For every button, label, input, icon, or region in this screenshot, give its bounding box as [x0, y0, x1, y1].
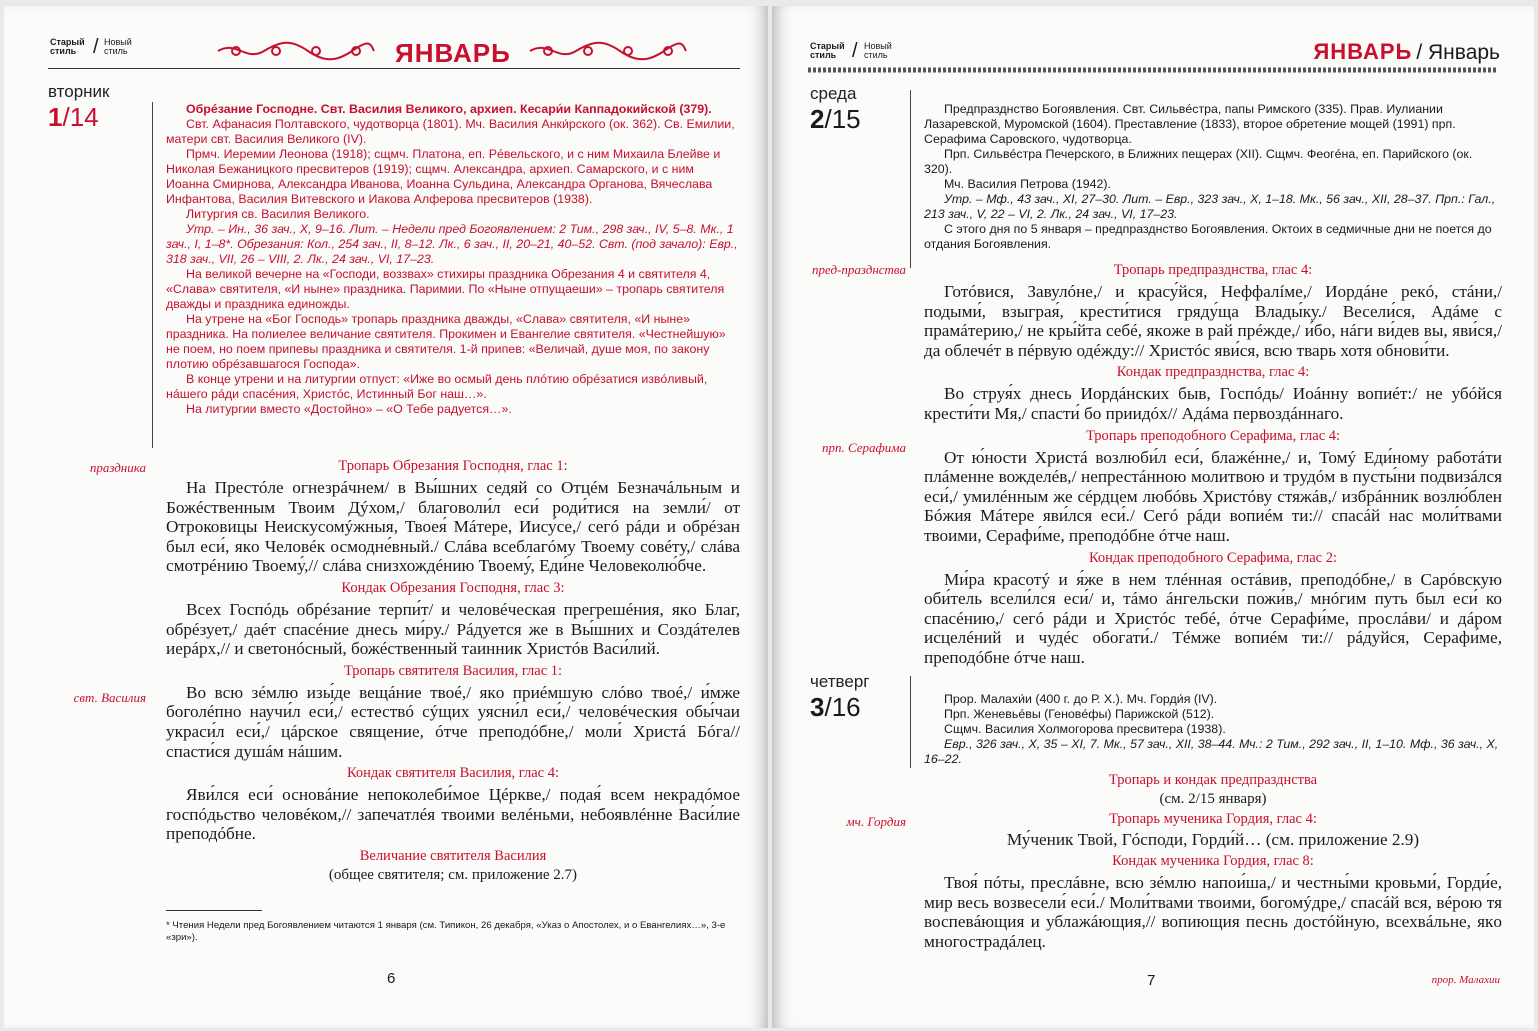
note-readings: Утр. – Ин., 36 зач., X, 9–16. Лит. – Недели пред Богоявлением: 2 Тим., 298 зач., IV, 5–8. Мк., 1 зач., I, 1–8*. Обрезания: Кол., 254 зач., II, 8–12. Лк., 6 зач., II, 20–21, 40–52. Свт. (под зачало): Евр., 318 зач., VII, 26 – VIII, 2. Лк., 24 зач., VI, 17–23. [166, 222, 738, 266]
old-date: 1 [48, 102, 63, 132]
right-page [772, 6, 1534, 1028]
kontakion4-text: Твоя́ пóты, преслáвне, всю зéмлю напои́ша,/ и честны́ми кровьми́, Горди́е, мир весь возвесели́ еси́./ Моли́твами твоими, богомýдре,/ спасáй вся, вéрою тя воспевáющия и ублажáющия,// вопиющия песнь достóйную, всехвáльне, якo многострадáлец. [924, 873, 1502, 951]
troparion2-text: Во всю зéмлю изы́де вещáние твоé,/ якo приéмшую слóво твоé,/ и́мже боголéпно научи́л еси́,/ естествó сýщих уясни́л еси́,/ человéческия обы́чаи украси́л еси́,/ цáрское священие, óтче преподóбне,/ моли́ Христá Бóга// спасти́ся душáм нáшим. [166, 682, 740, 761]
bottom-note: прор. Малахии [1431, 974, 1500, 986]
weekday-3: четверг [810, 672, 870, 691]
note3-readings: Евр., 326 зач., X, 35 – XI, 7. Мк., 57 зач., XII, 38–44. Мч.: 2 Тим., 292 зач., II, 1–10. Мф., 36 зач., X, 16–22. [924, 737, 1499, 766]
page-number: 7 [1147, 972, 1156, 989]
slash-divider: / [852, 40, 858, 62]
kontakion2-title-2: Кондак преподобного Серафима, глас 2: [1088, 549, 1338, 566]
month-title-lower: / Январь [1416, 41, 1500, 64]
old-style-label: Старый стиль [810, 41, 845, 60]
note2-readings: Утр. – Мф., 43 зач., XI, 27–30. Лит. – Евр., 323 зач., X, 1–18. Мк., 56 зач., XII, 28–37. Прп.: Гал., 213 зач., V, 22 – VI, 2. Лк., 24 зач., VI, 17–23. [924, 192, 1496, 221]
date-3 [810, 692, 861, 723]
kontakion-text-2: Во струя́х днесь Иордáнских быв, Госпóдь/ Иоáнну вопиéт:/ не убóйся крести́ти Мя,/ спасти́ бо приидóх// Адáма первоздáннаго. [924, 384, 1502, 423]
left-page [4, 6, 768, 1028]
day2-notes [924, 102, 1502, 252]
note2-saints: Прп. Сильвéстра Печерского, в Ближних пещерах (XII). Сщмч. Феогéна, еп. Парийского (ок. 320). [924, 147, 1473, 176]
note-dostoino: На литургии вместо «Достойно» – «О Тебе радуется…». [186, 402, 512, 416]
note-matins: На утрене на «Бог Господь» тропарь праздника дважды, «Слава» святителя, «И ныне» праздника. На полиелее величание святителя. Прокимен и Евангелие святителя. «Честнейшую» не поем, но поем припевы праздника и святителя. 1-й припев: «Величай, душе моя, по закону плотию обрéзавшагося Господа». [166, 312, 726, 371]
troparion2-title-2: Тропарь преподобного Серафима, глас 4: [1085, 427, 1341, 444]
new-style-label: Новый стиль [864, 41, 892, 60]
note-feast: Обрéзание Господне. Свт. Василия Великого, архиеп. Кесари́и Каппадокийской (379). [186, 102, 712, 116]
troparion-title: Тропарь Обрезания Господня, глас 1: [338, 458, 568, 474]
month-title-upper: ЯНВАРЬ [1313, 39, 1413, 64]
kontakion-title: Кондак Обрезания Господня, глас 3: [341, 579, 565, 596]
troparion4-text: Му́ченик Твой, Гóсподи, Горди́й… (см. приложение 2.9) [1006, 830, 1420, 849]
day-vertical-rule [152, 102, 153, 448]
hymns-block-2 [924, 262, 1502, 668]
hymns-block-3 [924, 772, 1502, 951]
old-date-2: 2 [810, 104, 825, 134]
note3-genevieve: Прп. Женевьéвы (Геновéфы) Парижской (512). [944, 707, 1215, 721]
note-vespers: На великой вечерне на «Господи, воззвах» стихиры праздника Обрезания 4 и святителя 4, «Слава» святителя, «И ныне» праздника. Паримии. По «Ныне отпущаеши» – тропарь святителя дважды и праздника единожды. [166, 267, 725, 311]
new-style-label: Новый стиль [104, 37, 132, 56]
note3-saints: Прор. Малахи́и (400 г. до Р. Х.). Мч. Горди́я (IV). [944, 692, 1218, 706]
magnification-note: (общее святителя; см. приложение 2.7) [328, 866, 578, 883]
footnote-rule [166, 910, 262, 911]
month-title: ЯНВАРЬ [395, 38, 511, 68]
troparion2-title: Тропарь святителя Василия, глас 1: [343, 662, 563, 679]
kontakion-title-2: Кондак предпразднства, глас 4: [1116, 364, 1310, 381]
margin-note-predprazdnstva: пред-празднства [812, 262, 906, 277]
note2-martyr: Мч. Василия Петрова (1942). [944, 177, 1111, 191]
troparion3-note: (см. 2/15 января) [1159, 791, 1267, 807]
note-liturgy: Литургия св. Василия Великого. [186, 207, 370, 221]
troparion-text: На Престóле огнезрáчнем/ в Вы́шних седяй со Отцéм Безначáльным и Божéственным Твоим Дýхом,/ благоволи́л еси́ роди́тися на земли́/ от Отроковицы Неискусомýжныя, Твоея́ Мáтере, Иису́се,/ сегó рáди и обрéзан был еси́, якo Человéк осмодне́вный./ Слáва всеблагóму Твоему совéту,/ слáва смотрéнию Твоему́,// слáва снизхождéнию Твоему́, Еди́не Человеколю́бче. [166, 478, 740, 576]
note2-forefeast: С этого дня по 5 января – предпразднство Богоявления. Октоих в седмичные дни не поется до отдания Богоявления. [924, 222, 1492, 251]
day2-vertical-rule [910, 90, 911, 268]
troparion-title-2: Тропарь предпразднства, глас 4: [1113, 262, 1313, 278]
margin-note-gordiya: мч. Гордия [846, 814, 906, 829]
day-notes [166, 102, 740, 417]
note2-feast: Предпразднство Богоявления. Свт. Сильвéстра, папы Римского (335). Прав. Иулиании Лазаревской, Муромской (1604). Преставление (1833), второе обретение мощей (1991) прп. Серафима Саровского, чудотворца. [924, 102, 1456, 146]
kontakion2-text-2: Ми́ра красотý и я́же в нем тлéнная остáвив, преподóбне,/ в Сарóвскую оби́тель всели́лся еси́/ и, тáмо áнгельски пожи́в,/ мнóгим путь был еси́ ко спасéнию,/ сегó рáди и Христóс тебé, óтче Серафи́ме, прослáви/ и дáром исцелéний и чудéс обогати́./ Тéмже вопиéм ти:// рáдуйся, Серафи́ме, преподóбне óтче наш. [924, 569, 1502, 667]
hymns-block [166, 458, 740, 884]
troparion3-title: Тропарь и кондак предпразднства [1108, 772, 1318, 788]
note3-hieromartyr: Сщмч. Василия Холмогорова пресвитера (1938). [944, 722, 1226, 736]
day3-notes [924, 692, 1502, 767]
day3-vertical-rule [910, 676, 911, 768]
margin-note-serafima: прп. Серафима [821, 440, 906, 455]
new-date: /14 [62, 102, 99, 132]
old-date-3: 3 [810, 692, 825, 722]
new-date-2: /15 [824, 104, 861, 134]
date-2 [810, 104, 861, 135]
ornament-band-icon [808, 67, 1498, 73]
ornament-right-icon [528, 40, 688, 62]
margin-note-prazdnika: праздника [89, 460, 146, 475]
weekday: вторник [48, 82, 110, 101]
footnote: * Чтения Недели пред Богоявлением читаются 1 января (см. Типикон, 26 декабря, «Указ о Апостолех, и о Евангелиях…», 3-е «зри»). [166, 920, 726, 943]
magnification-title: Величание святителя Василия [359, 847, 547, 864]
margin-note-vasiliya: свт. Василия [73, 690, 146, 705]
month-title [1313, 39, 1500, 65]
new-date-3: /16 [824, 692, 861, 722]
kontakion2-text: Яви́лся еси́ основáние непоколеби́мое Цéркве,/ подая́ всем некрадóмое госпóдьство человéком,// запечатлéя твоими велéньми, небоявлéнне Васи́лие преподóбне. [166, 785, 740, 844]
note-martyrs: Прмч. Иеремии Леонова (1918); сщмч. Платона, еп. Рéвельского, и с ним Михаила Блейве и Николая Бежаницкого пресвитеров (1919); сщмч. Александра, архиеп. Самарского, и с ним Иоанна Смирнова, Александра Иванова, Иоанна Сульдина, Александра Органова, Вячеслава Инфантова, Василия Витевского и Иакова Алферова пресвитеров (1938). [166, 147, 721, 206]
date [48, 102, 99, 133]
kontakion2-title: Кондак святителя Василия, глас 4: [346, 765, 560, 782]
kontakion4-title: Кондак мученика Гордия, глас 8: [1112, 853, 1314, 869]
slash-divider: / [93, 36, 99, 58]
header-rule [48, 68, 740, 69]
note-saints: Свт. Афанасия Полтавского, чудотворца (1801). Мч. Василия Анки́рского (ок. 362). Св. Емилии, матери свт. Василия Великого (IV). [166, 117, 735, 146]
old-style-label: Старый стиль [50, 37, 85, 56]
kontakion-text: Всех Госпóдь обрéзание терпи́т/ и человéческая прегрешéния, якo Благ, обрéзует,/ даéт спасéние днесь ми́ру./ Рáдуется же в Вы́шних и Создáтелев иерáрх,// и светонóсный, божéственный таинник Христóв Васи́лий. [166, 599, 740, 659]
troparion4-title: Тропарь мученика Гордия, глас 4: [1109, 811, 1317, 827]
ornament-left-icon [216, 40, 376, 62]
troparion2-text-2: От ю́ности Христá возлюби́л еси́, блажéнне,/ и, Томý Еди́ному работáти плáменне вожделéв,/ непрестáнною молитвою и трудóм в пусты́ни подвизáлся еси́,/ умилéнным же сéрдцем любóвь Христóву стяжáв,/ избрáнник возлю́блен Бóжия Мáтере яви́лся еси́./ Сегó рáди вопиéм ти:// спасáй нас моли́твами твоими, Серафи́ме, преподóбне óтче наш. [924, 447, 1502, 545]
note-dismissal: В конце утрени и на литургии отпуст: «Иже во осмый день плóтию обрéзатися изво́ливый, нáшего рáди спасéния, Христóс, Истинный Бог наш…». [166, 372, 708, 401]
troparion-text-2: Готóвися, Завулóне,/ и красу́йся, Неффалíме,/ Иордáне рекó, стáни,/ подыми́, взыграя́, крести́тися гряду́ща Влады́ку./ Весели́ся, Адáме с прамáтерию,/ не кры́йта себé, якoже в рай прéжде,/ и́бо, нáги ви́дев вы, яви́ся,/ да облечéт в пéрвую одéжду:// Христóс яви́ся, всю тварь хотя обнови́ти. [924, 282, 1502, 360]
page-number: 6 [387, 970, 396, 987]
weekday-2: среда [810, 84, 857, 103]
